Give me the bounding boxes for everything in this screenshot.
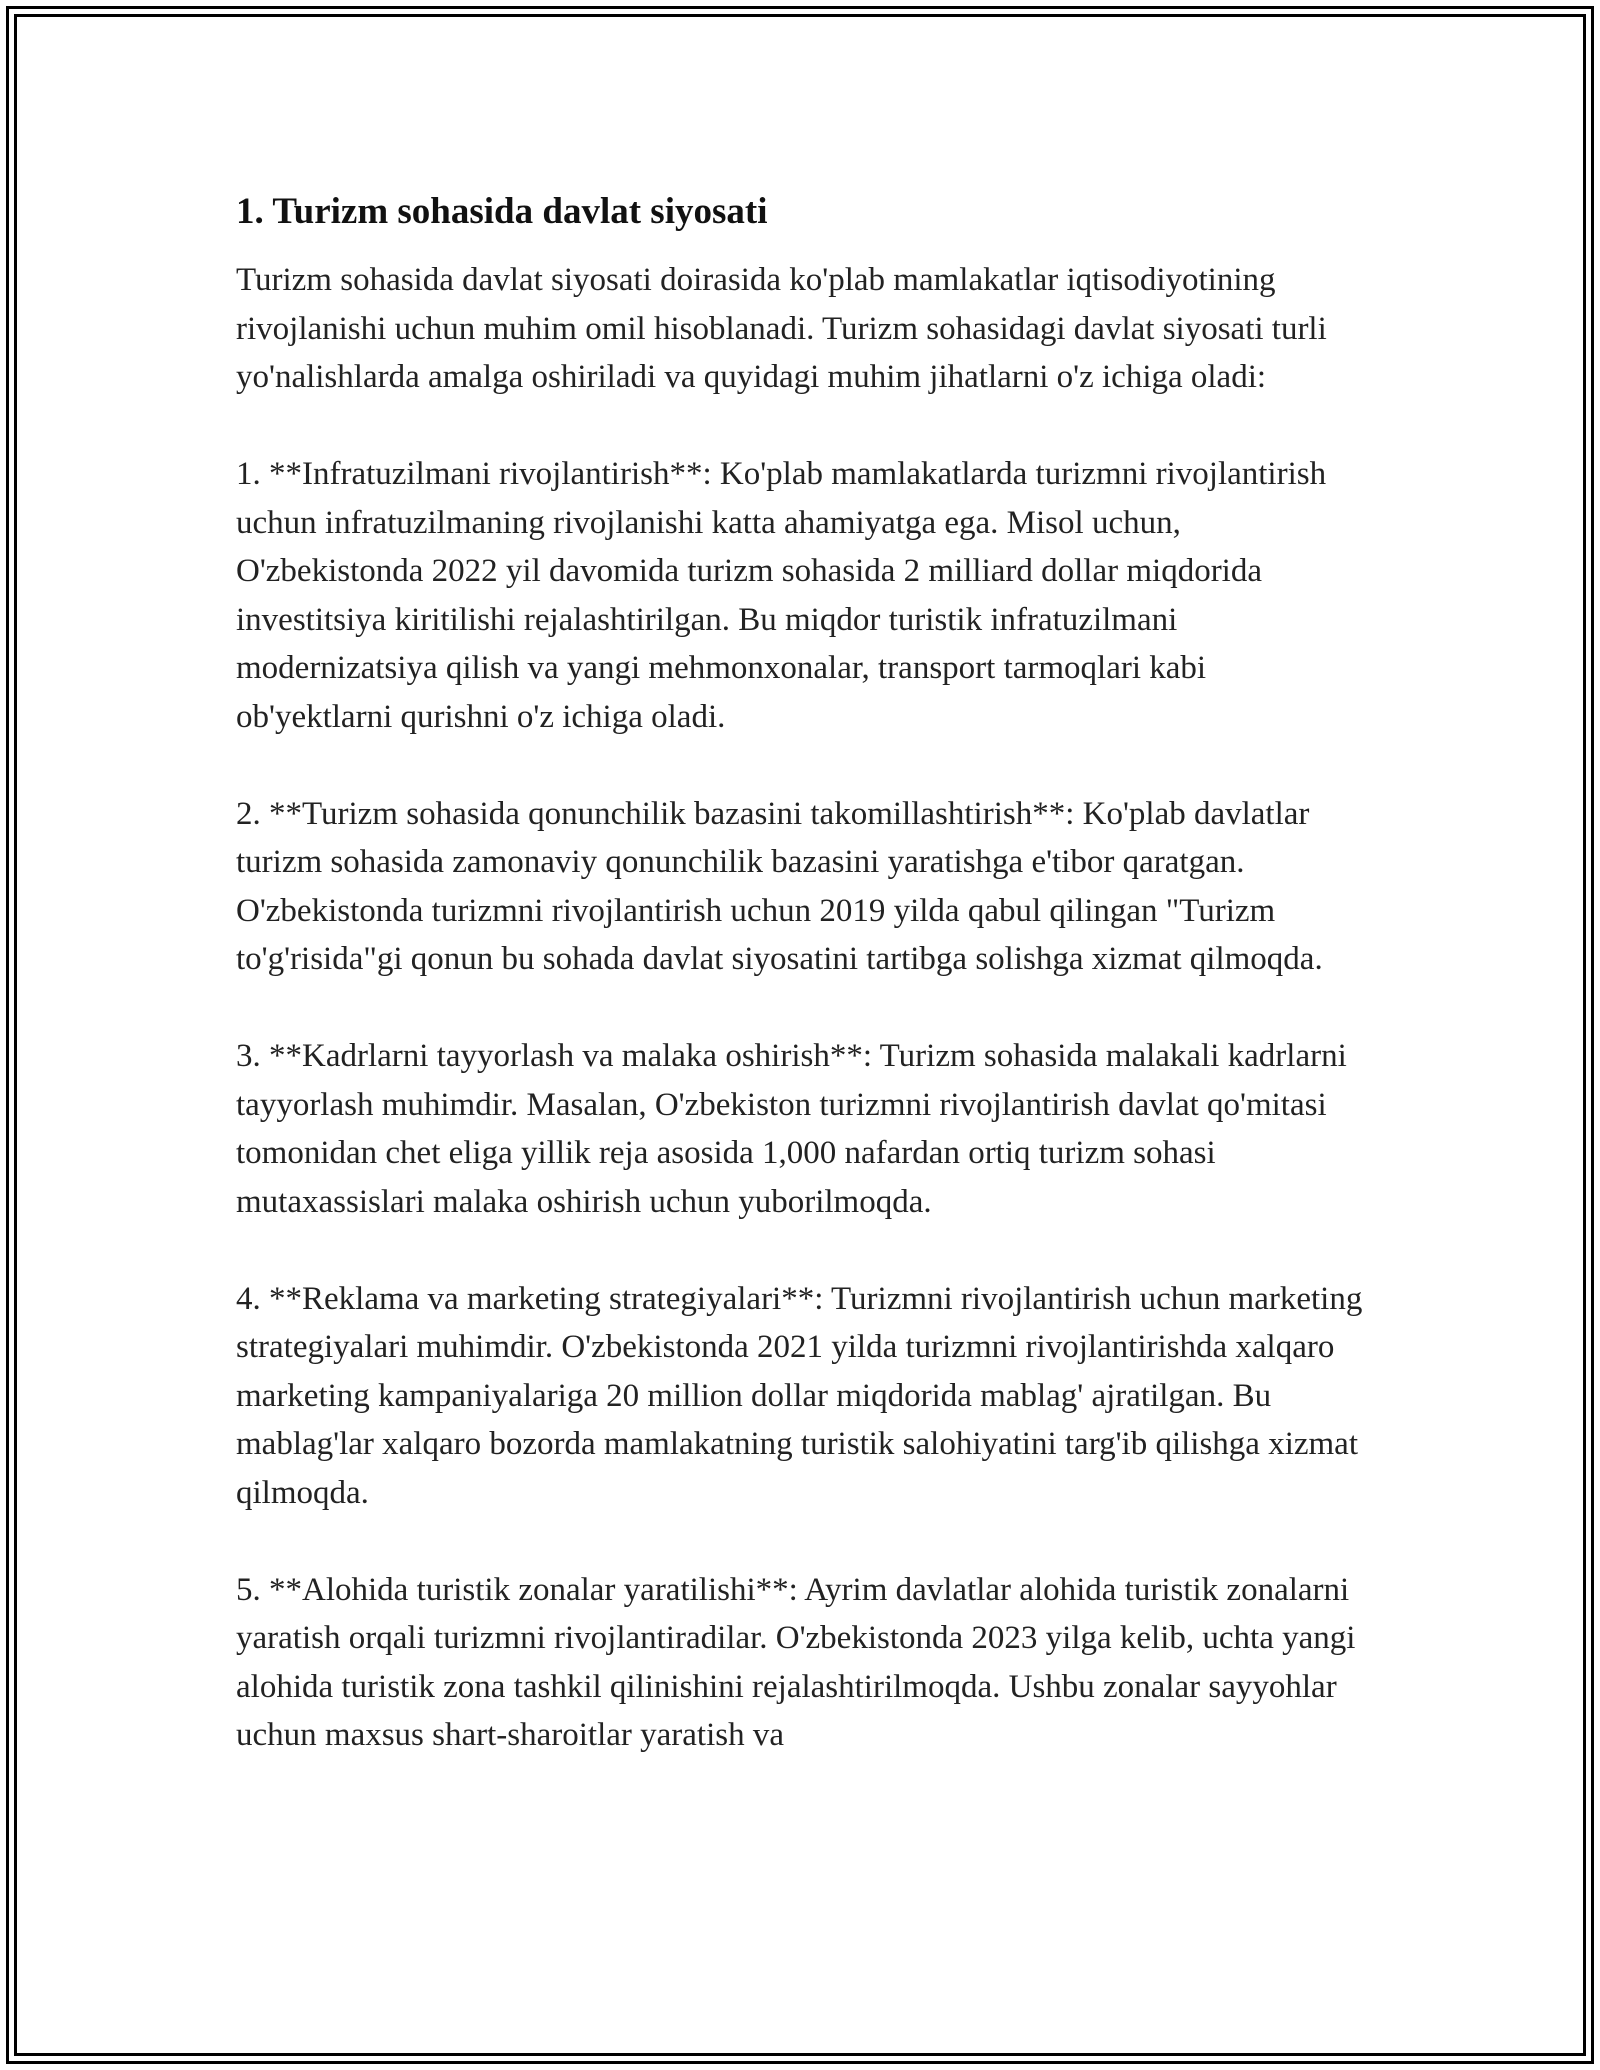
list-item-legislation: 2. **Turizm sohasida qonunchilik bazasini takomillashtirish**: Ko'plab davlatlar turizm sohasida zamonaviy qonunchilik bazasini yaratishga e'tibor qaratgan. O'zbekistonda turizmni rivojlantirish uchun 2019 yilda qabul qilingan "Turizm to'g'risida"gi qonun bu sohada davlat siyosatini tartibga solishga xizmat qilmoqda. [236,795,1323,977]
list-item-marketing: 4. **Reklama va marketing strategiyalari**: Turizmni rivojlantirish uchun marketing strategiyalari muhimdir. O'zbekistonda 2021 yilda turizmni rivojlantirishda xalqaro marketing kampaniyalariga 20 million dollar miqdorida mablag' ajratilgan. Bu mablag'lar xalqaro bozorda mamlakatning turistik salohiyatini targ'ib qilishga xizmat qilmoqda. [236,1280,1363,1511]
list-item-infrastructure: 1. **Infratuzilmani rivojlantirish**: Ko'plab mamlakatlarda turizmni rivojlantirish uchun infratuzilmaning rivojlanishi katta ahamiyatga ega. Misol uchun, O'zbekistonda 2022 yil davomida turizm sohasida 2 milliard dollar miqdorida investitsiya kiritilishi rejalashtirilgan. Bu miqdor turistik infratuzilmani modernizatsiya qilish va yangi mehmonxonalar, transport tarmoqlari kabi ob'yektlarni qurishni o'z ichiga oladi. [236,456,1327,735]
list-item-tourist-zones: 5. **Alohida turistik zonalar yaratilishi**: Ayrim davlatlar alohida turistik zonalarni yaratish orqali turizmni rivojlantiradilar. O'zbekistonda 2023 yilga kelib, uchta yangi alohida turistik zona tashkil qilinishini rejalashtirilmoqda. Ushbu zonalar sayyohlar uchun maxsus shart-sharoitlar yaratish va [236,1571,1356,1753]
section-title: 1. Turizm sohasida davlat siyosati [236,191,768,232]
document-body [236,186,1366,1760]
intro-paragraph: Turizm sohasida davlat siyosati doirasida ko'plab mamlakatlar iqtisodiyotining rivojlanishi uchun muhim omil hisoblanadi. Turizm sohasidagi davlat siyosati turli yo'nalishlarda amalga oshiriladi va quyidagi muhim jihatlarni o'z ichiga oladi: [236,262,1327,395]
list-item-training: 3. **Kadrlarni tayyorlash va malaka oshirish**: Turizm sohasida malakali kadrlarni tayyorlash muhimdir. Masalan, O'zbekiston turizmni rivojlantirish davlat qo'mitasi tomonidan chet eliga yillik reja asosida 1,000 nafardan ortiq turizm sohasi mutaxassislari malaka oshirish uchun yuborilmoqda. [236,1038,1347,1220]
